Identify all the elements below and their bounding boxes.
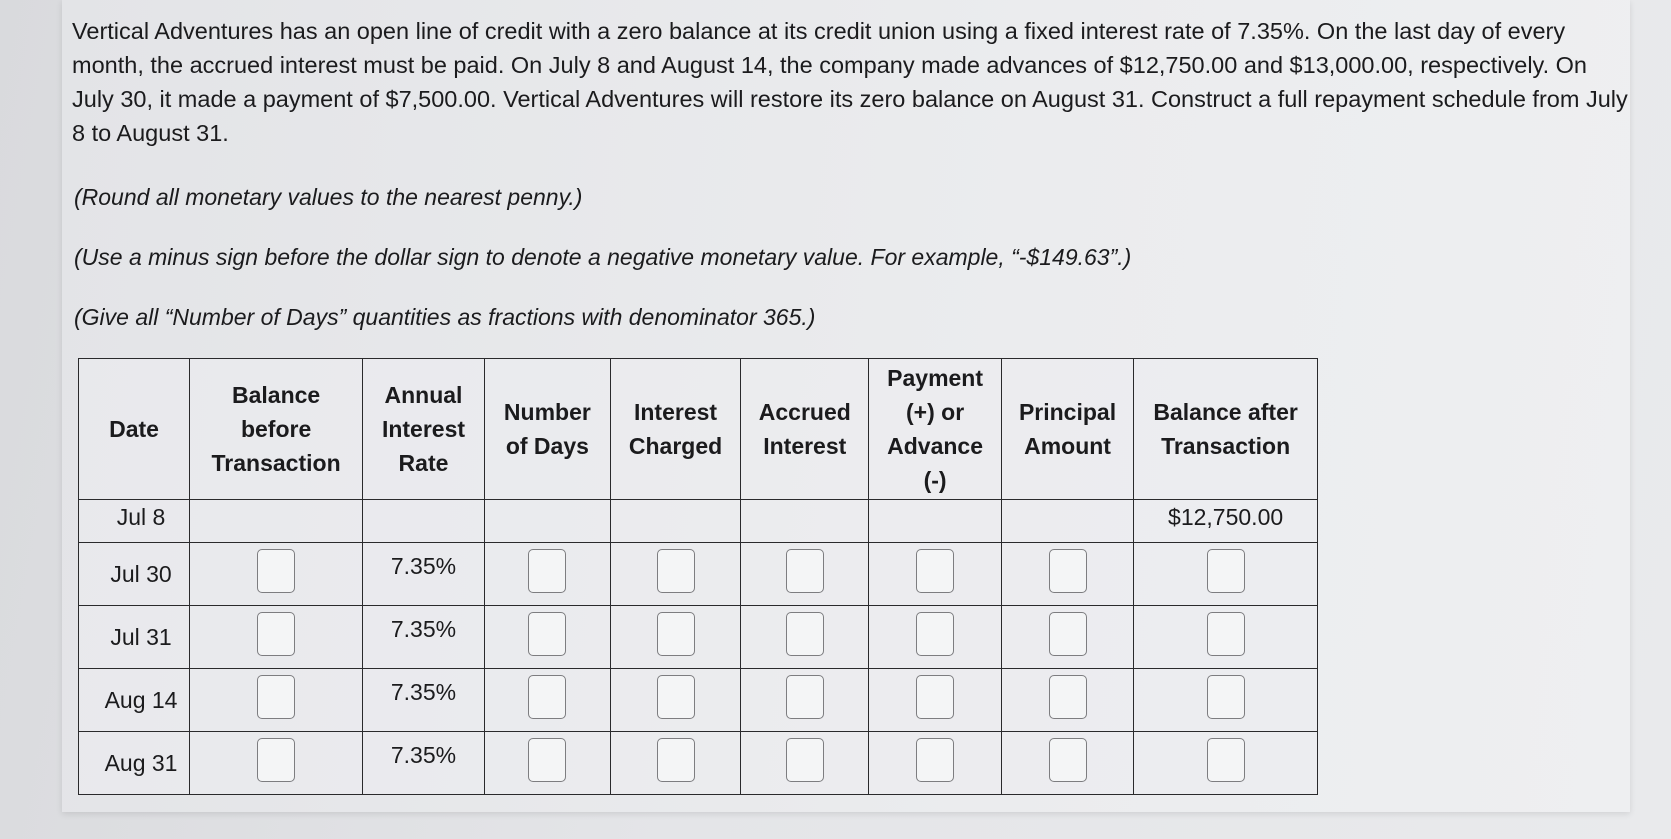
balance-after-input[interactable] [1207,549,1245,593]
cell-accrued-interest [741,543,869,606]
cell-balance-before [190,543,363,606]
cell-principal-amount [1001,669,1133,732]
payment-advance-input[interactable] [916,549,954,593]
accrued-interest-input[interactable] [786,549,824,593]
cell-balance-after [1134,732,1318,795]
number-of-days-input[interactable] [528,612,566,656]
principal-amount-input[interactable] [1049,675,1087,719]
cell-number-of-days [484,606,610,669]
balance-before-input[interactable] [257,549,295,593]
interest-charged-input[interactable] [657,549,695,593]
row-date: Aug 31 [79,732,190,795]
payment-advance-input[interactable] [916,738,954,782]
problem-statement: Vertical Adventures has an open line of credit with a zero balance at its credit union using a fixed interest rate of 7.35%. On the last day of every month, the accrued interest must be paid. On July 8 and August 14, the company made advances of $12,750.00 and $13,000.00, respectively. On July 30, it made a payment of $7,500.00. Vertical Adventures will restore its zero balance on August 31. Construct a full repayment schedule from July 8 to August 31. [72,18,1628,146]
row-date: Jul 8 [79,500,190,543]
cell-interest-charged [610,606,740,669]
cell-payment-advance [869,543,1001,606]
cell-interest-charged [610,732,740,795]
cell-number-of-days [484,732,610,795]
accrued-interest-input[interactable] [786,738,824,782]
cell-payment-advance [869,669,1001,732]
accrued-interest-input[interactable] [786,675,824,719]
row-date: Jul 30 [79,543,190,606]
header-number-of-days: Number of Days [484,359,610,500]
cell-payment-advance [869,606,1001,669]
header-balance-after: Balance after Transaction [1134,359,1318,500]
balance-after-input[interactable] [1207,675,1245,719]
row-date: Aug 14 [79,669,190,732]
balance-after-input[interactable] [1207,612,1245,656]
interest-charged-input[interactable] [657,738,695,782]
payment-advance-input[interactable] [916,612,954,656]
cell-balance-after [1134,669,1318,732]
cell-payment-advance [869,732,1001,795]
row-balance-after-value: $12,750.00 [1134,500,1318,543]
cell-empty [610,500,740,543]
header-balance-before: Balance before Transaction [190,359,363,500]
cell-principal-amount [1001,606,1133,669]
balance-before-input[interactable] [257,738,295,782]
cell-accrued-interest [741,732,869,795]
principal-amount-input[interactable] [1049,612,1087,656]
number-of-days-input[interactable] [528,738,566,782]
cell-balance-after [1134,606,1318,669]
balance-before-input[interactable] [257,675,295,719]
rounding-note: (Round all monetary values to the nearest penny.) [74,184,583,210]
cell-empty [363,500,485,543]
cell-empty [484,500,610,543]
row-rate: 7.35% [363,606,485,669]
header-accrued-interest: Accrued Interest [741,359,869,500]
row-date: Jul 31 [79,606,190,669]
repayment-schedule-table [78,358,1318,795]
table-row [79,732,1318,795]
accrued-interest-input[interactable] [786,612,824,656]
number-of-days-input[interactable] [528,675,566,719]
cell-empty [869,500,1001,543]
row-rate: 7.35% [363,732,485,795]
principal-amount-input[interactable] [1049,549,1087,593]
header-row [79,359,1318,500]
principal-amount-input[interactable] [1049,738,1087,782]
header-annual-rate: Annual Interest Rate [363,359,485,500]
interest-charged-input[interactable] [657,675,695,719]
cell-empty [1001,500,1133,543]
cell-number-of-days [484,543,610,606]
number-of-days-input[interactable] [528,549,566,593]
cell-balance-before [190,669,363,732]
cell-principal-amount [1001,732,1133,795]
cell-accrued-interest [741,606,869,669]
cell-empty [741,500,869,543]
minus-sign-note: (Use a minus sign before the dollar sign to denote a negative monetary value. For example, “-$149.63”.) [74,244,1132,270]
table-row [79,543,1318,606]
table-row [79,606,1318,669]
cell-interest-charged [610,669,740,732]
header-interest-charged: Interest Charged [610,359,740,500]
row-rate: 7.35% [363,543,485,606]
cell-principal-amount [1001,543,1133,606]
cell-interest-charged [610,543,740,606]
cell-balance-after [1134,543,1318,606]
header-principal-amount: Principal Amount [1001,359,1133,500]
header-payment-advance: Payment (+) or Advance (-) [869,359,1001,500]
cell-balance-before [190,606,363,669]
payment-advance-input[interactable] [916,675,954,719]
interest-charged-input[interactable] [657,612,695,656]
balance-before-input[interactable] [257,612,295,656]
days-fraction-note: (Give all “Number of Days” quantities as fractions with denominator 365.) [74,304,816,330]
header-date: Date [79,359,190,500]
cell-number-of-days [484,669,610,732]
cell-empty [190,500,363,543]
balance-after-input[interactable] [1207,738,1245,782]
cell-accrued-interest [741,669,869,732]
table-row [79,669,1318,732]
table-row [79,500,1318,543]
cell-balance-before [190,732,363,795]
row-rate: 7.35% [363,669,485,732]
